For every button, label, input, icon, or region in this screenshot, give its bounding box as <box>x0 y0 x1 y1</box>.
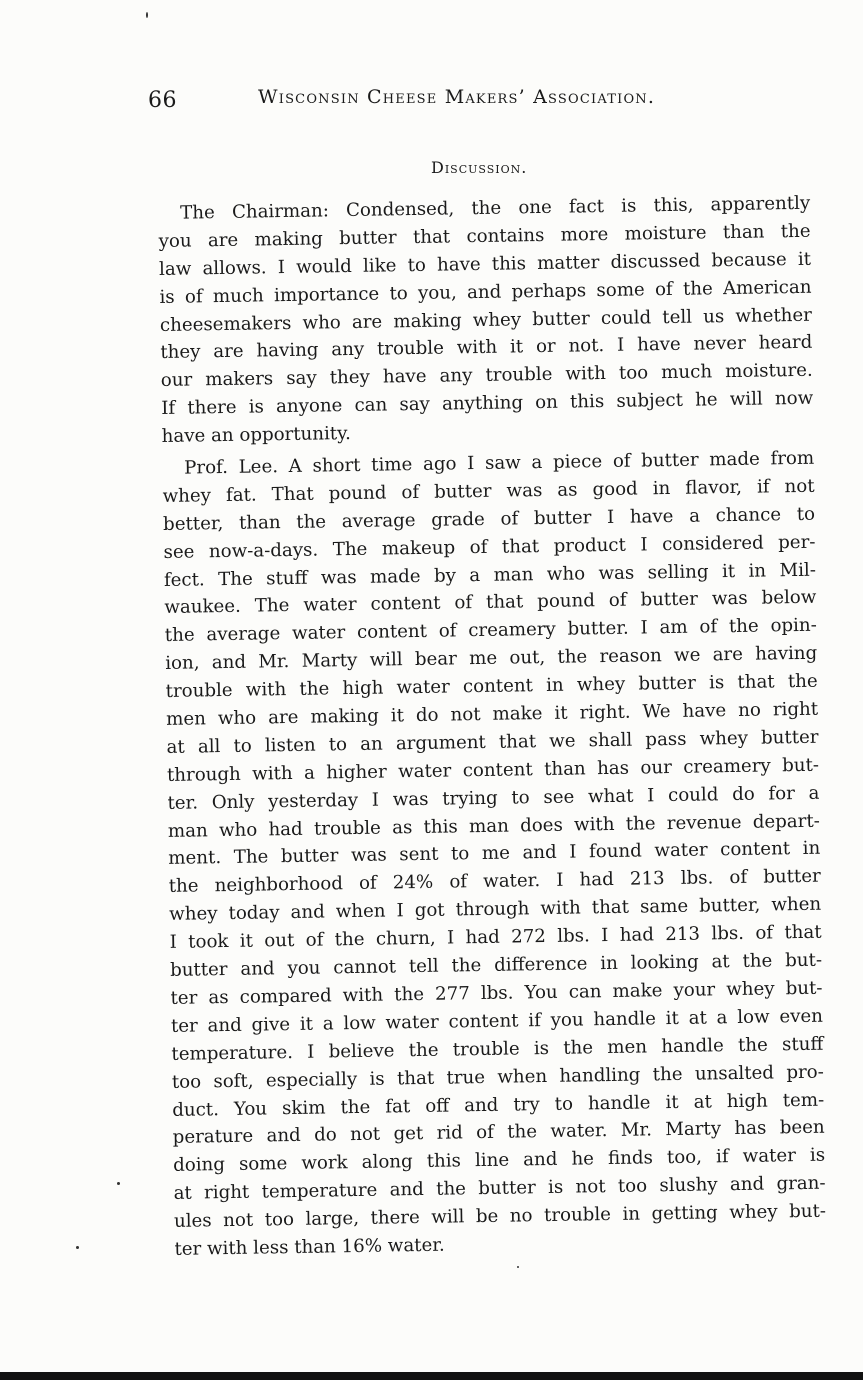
text-line: cheesemakers who are making whey butter could tell us whether <box>159 304 813 336</box>
running-head: Wisconsin Cheese Makers’ Association. <box>258 86 656 108</box>
text-line: men who are making it do not make it right. We have no right <box>165 698 819 730</box>
text-line: ter. Only yesterday I was trying to see what I could do for a <box>167 782 820 814</box>
scan-speck <box>517 1266 519 1268</box>
page-header <box>148 84 708 116</box>
text-line: the average water content of creamery butter. I am of the opin- <box>164 615 817 647</box>
text-line: man who had trouble as this man does with the revenue depart- <box>167 810 820 842</box>
text-line: doing some work along this line and he finds too, if water is <box>173 1144 826 1177</box>
scan-speck <box>146 12 148 18</box>
text-line: ter and give it a low water content if you handle it at a low even <box>170 1005 824 1037</box>
text-line: trouble with the high water content in whey butter is that the <box>165 670 818 703</box>
text-line: they are having any trouble with it or not. I have never heard <box>160 332 813 364</box>
text-line: Prof. Lee. A short time ago I saw a piece of butter made from <box>184 447 815 479</box>
scan-speck <box>76 1246 79 1249</box>
text-line: better, than the average grade of butter I have a chance to <box>162 503 816 535</box>
text-line: ter as compared with the 277 lbs. You can make your whey but- <box>170 977 823 1009</box>
scan-speck <box>117 1182 120 1185</box>
paragraph-prof-lee <box>162 445 827 1264</box>
page-number: 66 <box>148 88 177 113</box>
scan-bottom-edge <box>0 1372 863 1380</box>
paragraph-chairman <box>158 190 814 451</box>
text-line: I took it out of the churn, I had 272 lbs. I had 213 lbs. of that <box>169 921 822 954</box>
text-line: our makers say they have any trouble with too much moisture. <box>160 360 813 392</box>
text-line: ules not too large, there will be no trouble in getting whey but- <box>173 1200 827 1232</box>
text-line: whey fat. That pound of butter was as good in flavor, if not <box>162 475 815 507</box>
text-line: ion, and Mr. Marty will bear me out, the reason we are having <box>165 642 818 675</box>
text-line: the neighborhood of 24% of water. I had 213 lbs. of butter <box>168 866 821 898</box>
text-line: whey today and when I got through with that same butter, when <box>169 893 822 926</box>
text-line: at right temperature and the butter is not too slushy and gran- <box>173 1172 826 1205</box>
text-line: If there is anyone can say anything on this subject he will now <box>161 387 814 420</box>
body-text <box>158 190 827 1268</box>
text-line: The Chairman: Condensed, the one fact is this, apparently <box>180 192 811 224</box>
text-line: ter with less than 16% water. <box>174 1234 445 1260</box>
text-line: ment. The butter was sent to me and I found water content in <box>168 838 821 870</box>
text-line: is of much importance to you, and perhaps some of the American <box>159 276 812 308</box>
text-line: at all to listen to an argument that we shall pass whey butter <box>166 726 819 758</box>
text-line: duct. You skim the fat off and try to handle it at high tem- <box>172 1089 825 1121</box>
text-line: waukee. The water content of that pound of butter was below <box>164 587 817 619</box>
text-line: butter and you cannot tell the difference in looking at the but- <box>169 949 823 981</box>
text-line: you are making butter that contains more moisture than the <box>158 220 811 252</box>
section-title-text: Discussion. <box>431 158 528 177</box>
text-line: fect. The stuff was made by a man who was selling it in Mil- <box>163 559 817 591</box>
text-line: law allows. I would like to have this matter discussed because it <box>158 248 812 280</box>
text-line: see now-a-days. The makeup of that product I considered per- <box>163 531 816 563</box>
text-line: too soft, especially is that true when handling the unsalted pro- <box>171 1061 824 1093</box>
text-line: have an opportunity. <box>161 423 351 448</box>
text-line: temperature. I believe the trouble is the men handle the stuff <box>171 1033 824 1065</box>
text-line: through with a higher water content than has our creamery but- <box>166 754 820 786</box>
text-line: perature and do not get rid of the water. Mr. Marty has been <box>172 1117 825 1149</box>
